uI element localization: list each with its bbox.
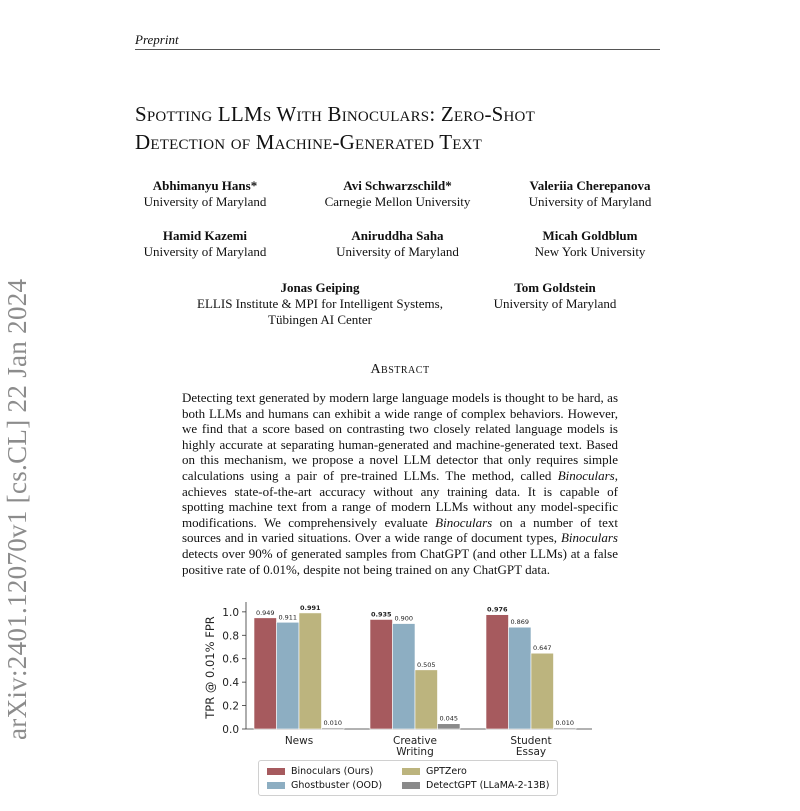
y-tick-label: 0.2 xyxy=(222,700,239,713)
bar xyxy=(415,670,438,729)
author-name: Micah Goldblum xyxy=(542,228,638,243)
bar xyxy=(277,622,300,729)
abstract-heading: Abstract xyxy=(370,362,430,377)
x-tick-label: Writing xyxy=(396,746,434,758)
abstract-part: , achieves state-of-the-art accuracy without any training data. It is capable of spotting machine text from a range of modern LLMs without any model-specific modifications. We comprehensively evaluate xyxy=(182,467,618,530)
bar-value-label: 0.647 xyxy=(532,644,552,653)
legend-label: DetectGPT (LLaMA-2-13B) xyxy=(426,780,550,791)
bar-value-label: 0.010 xyxy=(323,718,343,727)
bar xyxy=(509,627,532,729)
title-line-1: Spotting LLMs With Binoculars: Zero-Shot xyxy=(135,102,535,126)
abstract-part: detects over 90% of generated samples from ChatGPT (and other LLMs) at a false positive rate of 0.01%, despite not being trained on any ChatGPT data. xyxy=(182,545,618,577)
bar xyxy=(531,653,554,729)
x-tick-label: Creative xyxy=(392,735,438,747)
bar-value-label: 0.976 xyxy=(486,605,508,614)
bar xyxy=(299,613,322,729)
bar xyxy=(393,624,416,729)
arxiv-stamp: arXiv:2401.12070v1 [cs.CL] 22 Jan 2024 xyxy=(2,278,32,740)
author-affiliation: University of Maryland xyxy=(336,244,459,259)
method-name: Binoculars xyxy=(435,514,493,530)
y-tick-label: 0.0 xyxy=(222,724,239,736)
preprint-label: Preprint xyxy=(135,32,179,47)
bar xyxy=(254,618,277,729)
legend-swatch xyxy=(402,782,420,789)
abstract-part: Detecting text generated by modern large language models is thought to be hard, as both LLMs and humans can exhibit a wide range of complex behaviors. However, we find that a score based on contrasting two closely related language models is highly accurate at separating human-generated and machine-generated text. Based on this mechanism, we propose a novel LLM detector that only requires simple calculations using a pair of pre-trained LLMs. The method, called xyxy=(182,390,618,483)
bar-value-label: 0.045 xyxy=(439,714,459,723)
legend-label: Ghostbuster (OOD) xyxy=(291,780,383,791)
legend-item xyxy=(402,780,549,791)
chart-legend xyxy=(258,760,558,796)
bar-value-label: 0.911 xyxy=(278,613,298,622)
author-affiliation: University of Maryland xyxy=(143,244,267,259)
bar-value-label: 0.949 xyxy=(255,608,275,617)
y-tick-label: 0.4 xyxy=(222,677,239,690)
author-affiliation: New York University xyxy=(534,244,646,259)
author-affiliation: Carnegie Mellon University xyxy=(324,194,471,209)
bar xyxy=(370,619,393,729)
bar-value-label: 0.010 xyxy=(555,718,575,727)
bar-value-label: 0.900 xyxy=(394,614,414,623)
bar-value-label: 0.869 xyxy=(510,618,530,627)
author-affiliation: University of Maryland xyxy=(493,296,617,311)
author-name: Tom Goldstein xyxy=(514,280,596,295)
method-name: Binoculars xyxy=(560,530,618,546)
legend-swatch xyxy=(402,768,420,775)
y-tick-label: 1.0 xyxy=(222,606,239,619)
bar xyxy=(322,728,345,729)
author-name: Aniruddha Saha xyxy=(351,228,444,243)
author-name: Hamid Kazemi xyxy=(162,228,248,243)
legend-label: Binoculars (Ours) xyxy=(291,766,374,777)
author-name: Avi Schwarzschild* xyxy=(343,178,452,193)
abstract-part: on a number of text sources and in varied situations. Over a wide range of document types, xyxy=(182,514,618,546)
legend-item xyxy=(267,766,373,777)
legend-item xyxy=(402,766,467,777)
legend-item xyxy=(267,780,382,791)
legend-swatch xyxy=(267,782,285,789)
author-affiliation: ELLIS Institute & MPI for Intelligent Systems, xyxy=(197,296,443,311)
author-name: Valeriia Cherepanova xyxy=(529,178,651,193)
y-axis-label: TPR @ 0.01% FPR xyxy=(203,616,217,719)
author-name: Jonas Geiping xyxy=(280,280,360,295)
bar xyxy=(486,615,509,729)
author-name: Abhimanyu Hans* xyxy=(152,178,258,193)
author-affiliation: University of Maryland xyxy=(143,194,267,209)
legend-label: GPTZero xyxy=(426,766,467,777)
bar xyxy=(554,728,577,729)
bar-value-label: 0.935 xyxy=(370,610,392,619)
author-affiliation: University of Maryland xyxy=(528,194,652,209)
x-tick-label: Student xyxy=(510,735,552,747)
x-tick-label: News xyxy=(284,735,314,747)
method-name: Binoculars xyxy=(557,467,615,483)
bar-value-label: 0.991 xyxy=(299,603,321,612)
y-tick-label: 0.8 xyxy=(222,630,239,643)
bar xyxy=(438,724,461,729)
x-tick-label: Essay xyxy=(515,746,547,758)
y-tick-label: 0.6 xyxy=(222,653,239,666)
title-line-2: Detection of Machine-Generated Text xyxy=(135,130,482,154)
bar-value-label: 0.505 xyxy=(416,660,436,669)
legend-swatch xyxy=(267,768,285,775)
author-affiliation-2: Tübingen AI Center xyxy=(268,312,372,327)
